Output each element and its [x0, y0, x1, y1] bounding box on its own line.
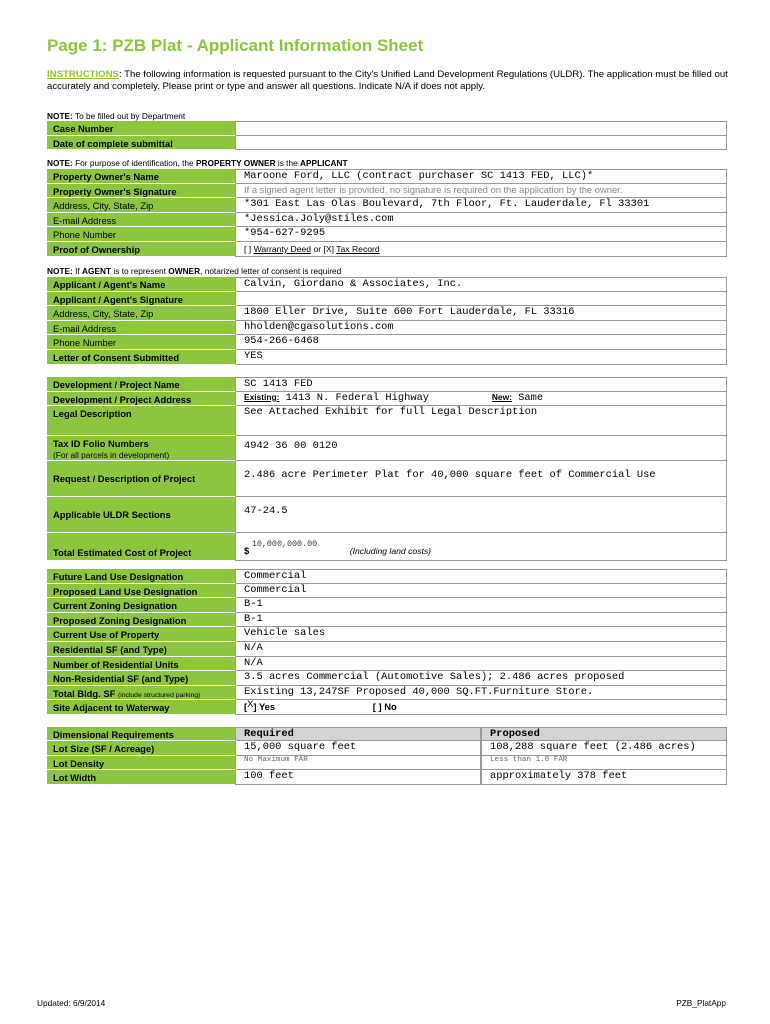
agent-signature-field[interactable]: [235, 292, 727, 307]
proposed-zoning-field[interactable]: B-1: [235, 613, 727, 628]
folio-subtitle: (For all parcels in development): [53, 450, 170, 461]
instructions: [47, 69, 737, 93]
tax-record-label: Tax Record: [336, 243, 380, 254]
owner-table: [47, 169, 727, 257]
project-name-label: Development / Project Name: [47, 377, 235, 392]
department-table: [47, 121, 727, 150]
owner-name-label: Property Owner's Name: [47, 169, 235, 184]
lot-density-label: Lot Density: [47, 756, 235, 771]
cost-field: [235, 533, 727, 561]
current-zoning-field[interactable]: B-1: [235, 598, 727, 613]
project-address-field: [235, 392, 727, 407]
case-number-label: Case Number: [47, 121, 235, 136]
waterway-yes-label: ] Yes: [253, 701, 276, 713]
residential-sf-label: Residential SF (and Type): [47, 642, 235, 657]
owner-phone-field[interactable]: *954-627-9295: [235, 227, 727, 242]
warranty-deed-label: Warranty Deed: [253, 243, 312, 254]
agent-address-field[interactable]: 1800 Eller Drive, Suite 600 Fort Lauderdale, FL 33316: [235, 306, 727, 321]
future-land-use-label: Future Land Use Designation: [47, 569, 235, 584]
non-residential-sf-label: Non-Residential SF (and Type): [47, 671, 235, 686]
waterway-yes-bracket: [: [244, 701, 248, 713]
current-zoning-label: Current Zoning Designation: [47, 598, 235, 613]
footer-code: PZB_PlatApp: [676, 998, 726, 1008]
lot-size-label: Lot Size (SF / Acreage): [47, 741, 235, 756]
zoning-table: [47, 569, 727, 715]
uldr-field[interactable]: 47-24.5: [235, 497, 727, 533]
proof-or-text: or [: [313, 243, 326, 254]
instructions-text: : The following information is requested pursuant to the City's Unified Land Development Regulations (ULDR). The application must be filled out accurately and completely. Please print or type and answer all questions. Indicate N/A if does not apply.: [47, 69, 728, 92]
current-use-label: Current Use of Property: [47, 627, 235, 642]
future-land-use-field[interactable]: Commercial: [235, 569, 727, 584]
agent-address-label: Address, City, State, Zip: [47, 306, 235, 321]
residential-units-field[interactable]: N/A: [235, 657, 727, 672]
legal-desc-field[interactable]: See Attached Exhibit for full Legal Description: [235, 406, 727, 436]
agent-signature-label: Applicant / Agent's Signature: [47, 292, 235, 307]
total-bldg-sf-title: Total Bldg. SF: [53, 687, 116, 699]
current-use-field[interactable]: Vehicle sales: [235, 627, 727, 642]
agent-table: [47, 277, 727, 365]
cost-note: (Including land costs): [349, 546, 431, 557]
total-bldg-sf-note: (include structured parking): [117, 691, 201, 699]
owner-signature-label: Property Owner's Signature: [47, 184, 235, 199]
legal-desc-label: Legal Description: [47, 406, 235, 436]
non-residential-sf-field[interactable]: 3.5 acres Commercial (Automotive Sales); 2.486 acres proposed: [235, 671, 727, 686]
request-field[interactable]: 2.486 acre Perimeter Plat for 40,000 square feet of Commercial Use: [235, 461, 727, 497]
waterway-yes-checkbox[interactable]: X: [247, 700, 254, 710]
consent-field[interactable]: YES: [235, 350, 727, 365]
owner-email-field[interactable]: *Jessica.Joly@stiles.com: [235, 213, 727, 228]
agent-name-label: Applicant / Agent's Name: [47, 277, 235, 292]
owner-address-field[interactable]: *301 East Las Olas Boulevard, 7th Floor, Ft. Lauderdale, Fl 33301: [235, 198, 727, 213]
lot-width-label: Lot Width: [47, 770, 235, 785]
proof-ownership-field: [235, 242, 727, 257]
waterway-label: Site Adjacent to Waterway: [47, 700, 235, 715]
tax-record-bracket: ]: [331, 243, 334, 254]
case-number-field[interactable]: [235, 121, 727, 136]
folio-label: [47, 436, 235, 461]
waterway-field: [235, 700, 727, 715]
note-owner: NOTE: For purpose of identification, the PROPERTY OWNER is the APPLICANT: [47, 158, 348, 168]
total-bldg-sf-field[interactable]: Existing 13,247SF Proposed 40,000 SQ.FT.Furniture Store.: [235, 686, 727, 701]
owner-signature-field[interactable]: If a signed agent letter is provided, no signature is required on the application by the owner.: [235, 184, 727, 199]
lot-width-proposed[interactable]: approximately 378 feet: [481, 770, 727, 785]
required-header: Required: [235, 727, 481, 741]
folio-field[interactable]: 4942 36 00 0120: [235, 436, 727, 461]
consent-label: Letter of Consent Submitted: [47, 350, 235, 365]
owner-email-label: E-mail Address: [47, 213, 235, 228]
project-address-label: Development / Project Address: [47, 392, 235, 407]
note-agent: NOTE: If AGENT is to represent OWNER, notarized letter of consent is required: [47, 266, 342, 276]
proposed-land-use-label: Proposed Land Use Designation: [47, 584, 235, 599]
note-department: NOTE: To be filled out by Department: [47, 111, 186, 121]
owner-phone-label: Phone Number: [47, 227, 235, 242]
submittal-date-field[interactable]: [235, 136, 727, 151]
dimensional-table: [47, 727, 727, 785]
request-label: Request / Description of Project: [47, 461, 235, 497]
agent-email-label: E-mail Address: [47, 321, 235, 336]
proposed-zoning-label: Proposed Zoning Designation: [47, 613, 235, 628]
cost-amount[interactable]: 10,000,000.00: [251, 539, 318, 550]
residential-units-label: Number of Residential Units: [47, 657, 235, 672]
uldr-label: Applicable ULDR Sections: [47, 497, 235, 533]
instructions-label: INSTRUCTIONS: [47, 69, 119, 80]
owner-name-field[interactable]: Maroone Ford, LLC (contract purchaser SC 1413 FED, LLC)*: [235, 169, 727, 184]
project-table: [47, 377, 727, 561]
lot-size-required[interactable]: 15,000 square feet: [235, 741, 481, 756]
cost-dollar-sign: $: [244, 545, 250, 557]
warranty-deed-checkbox[interactable]: [ ]: [244, 243, 252, 254]
existing-label: Existing:: [244, 391, 280, 402]
owner-address-label: Address, City, State, Zip: [47, 198, 235, 213]
waterway-no-checkbox[interactable]: [ ] No: [372, 701, 397, 713]
dimensional-header: Dimensional Requirements: [47, 727, 235, 741]
residential-sf-field[interactable]: N/A: [235, 642, 727, 657]
cost-label: Total Estimated Cost of Project: [47, 533, 235, 561]
tax-record-checkbox[interactable]: X: [325, 243, 332, 254]
lot-density-proposed[interactable]: Less than 1.0 FAR: [481, 756, 727, 771]
page-title: Page 1: PZB Plat - Applicant Information Sheet: [47, 36, 424, 55]
agent-name-field[interactable]: Calvin, Giordano & Associates, Inc.: [235, 277, 727, 292]
project-name-field[interactable]: SC 1413 FED: [235, 377, 727, 392]
footer-updated: Updated: 6/9/2014: [37, 998, 106, 1008]
agent-phone-label: Phone Number: [47, 335, 235, 350]
new-label: New:: [491, 391, 512, 402]
proposed-header: Proposed: [481, 727, 727, 741]
agent-phone-field[interactable]: 954-266-6468: [235, 335, 727, 350]
folio-title: Tax ID Folio Numbers: [53, 438, 149, 450]
new-address[interactable]: Same: [518, 391, 544, 404]
lot-width-required[interactable]: 100 feet: [235, 770, 481, 785]
existing-address[interactable]: 1413 N. Federal Highway: [285, 391, 430, 404]
proof-ownership-label: Proof of Ownership: [47, 242, 235, 257]
proposed-land-use-field[interactable]: Commercial: [235, 584, 727, 599]
lot-size-proposed[interactable]: 108,288 square feet (2.486 acres): [481, 741, 727, 756]
total-bldg-sf-label: [47, 686, 235, 701]
agent-email-field[interactable]: hholden@cgasolutions.com: [235, 321, 727, 336]
lot-density-required[interactable]: No Maximum FAR: [235, 756, 481, 771]
submittal-date-label: Date of complete submittal: [47, 136, 235, 151]
